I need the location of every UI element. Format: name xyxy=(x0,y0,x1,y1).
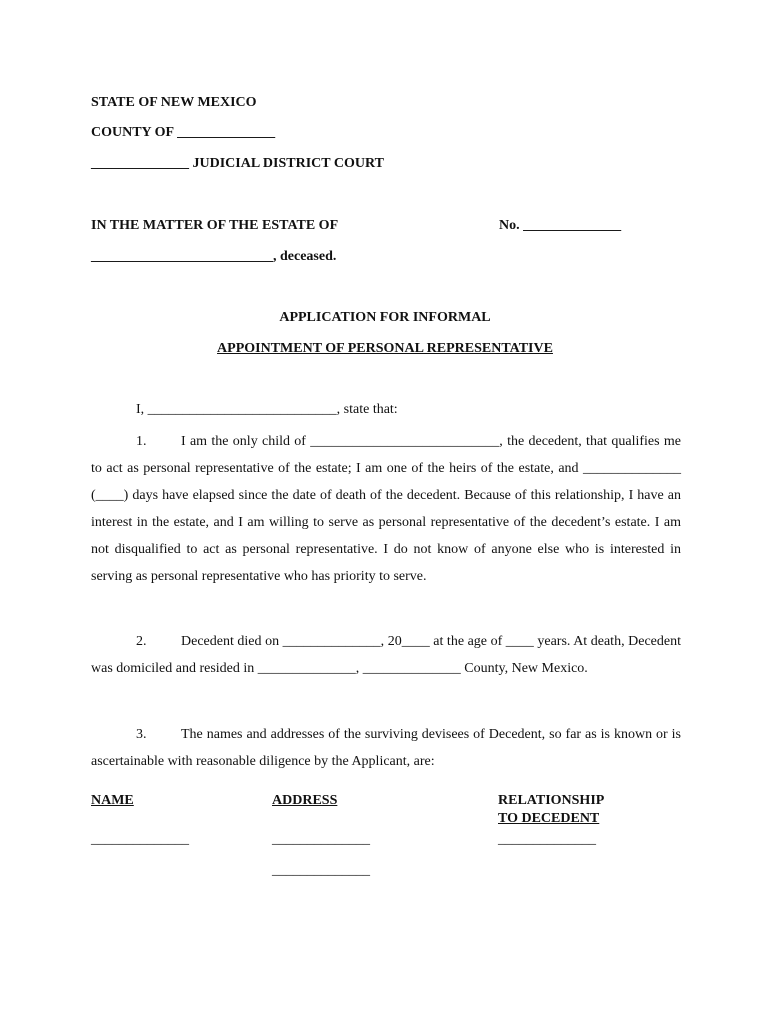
name-column-header: NAME xyxy=(91,793,134,808)
county-line: COUNTY OF ______________ xyxy=(91,125,276,140)
paragraph-3 xyxy=(91,721,681,775)
name-blank: ______________ xyxy=(91,832,189,847)
court-line: ______________ JUDICIAL DISTRICT COURT xyxy=(91,156,384,171)
estate-matter-line: IN THE MATTER OF THE ESTATE OF xyxy=(91,218,339,233)
deceased-line: __________________________, deceased. xyxy=(91,249,337,264)
applicant-intro: I, ___________________________, state that: xyxy=(136,402,398,417)
paragraph-3-text: The names and addresses of the surviving devisees of Decedent, so far as is known or is ascertainable with reasonable diligence by the Applicant, are: xyxy=(91,727,681,769)
paragraph-3-number: 3. xyxy=(136,727,147,742)
paragraph-2 xyxy=(91,628,681,682)
paragraph-2-text: Decedent died on ______________, 20____ at the age of ____ years. At death, Decedent was domiciled and resided in ______________, ______________ County, New Mexico. xyxy=(91,634,681,676)
document-title-line2: APPOINTMENT OF PERSONAL REPRESENTATIVE xyxy=(217,341,553,356)
paragraph-2-number: 2. xyxy=(136,634,147,649)
case-number-line: No. ______________ xyxy=(499,218,622,233)
address-blank: ______________ xyxy=(272,863,370,878)
document-title-line1: APPLICATION FOR INFORMAL xyxy=(279,310,491,325)
state-heading: STATE OF NEW MEXICO xyxy=(91,95,257,110)
paragraph-1 xyxy=(91,428,681,590)
relationship-column-header-line2: TO DECEDENT xyxy=(498,811,600,826)
paragraph-1-text: I am the only child of ___________________________, the decedent, that qualifies me to act as personal representative of the estate; I am one of the heirs of the estate, and ______________ (____) days have elapsed since the date of death of the decedent. Because of this relationship, I have an interest in the estate, and I am willing to serve as personal representative of the decedent’s estate. I am not disqualified to act as personal representative. I do not know of anyone else who is interested in serving as personal representative who has priority to serve. xyxy=(91,434,681,584)
relationship-blank: ______________ xyxy=(498,832,596,847)
paragraph-1-number: 1. xyxy=(136,434,147,449)
relationship-column-header-line1: RELATIONSHIP xyxy=(498,793,605,808)
address-blank: ______________ xyxy=(272,832,370,847)
address-column-header: ADDRESS xyxy=(272,793,338,808)
